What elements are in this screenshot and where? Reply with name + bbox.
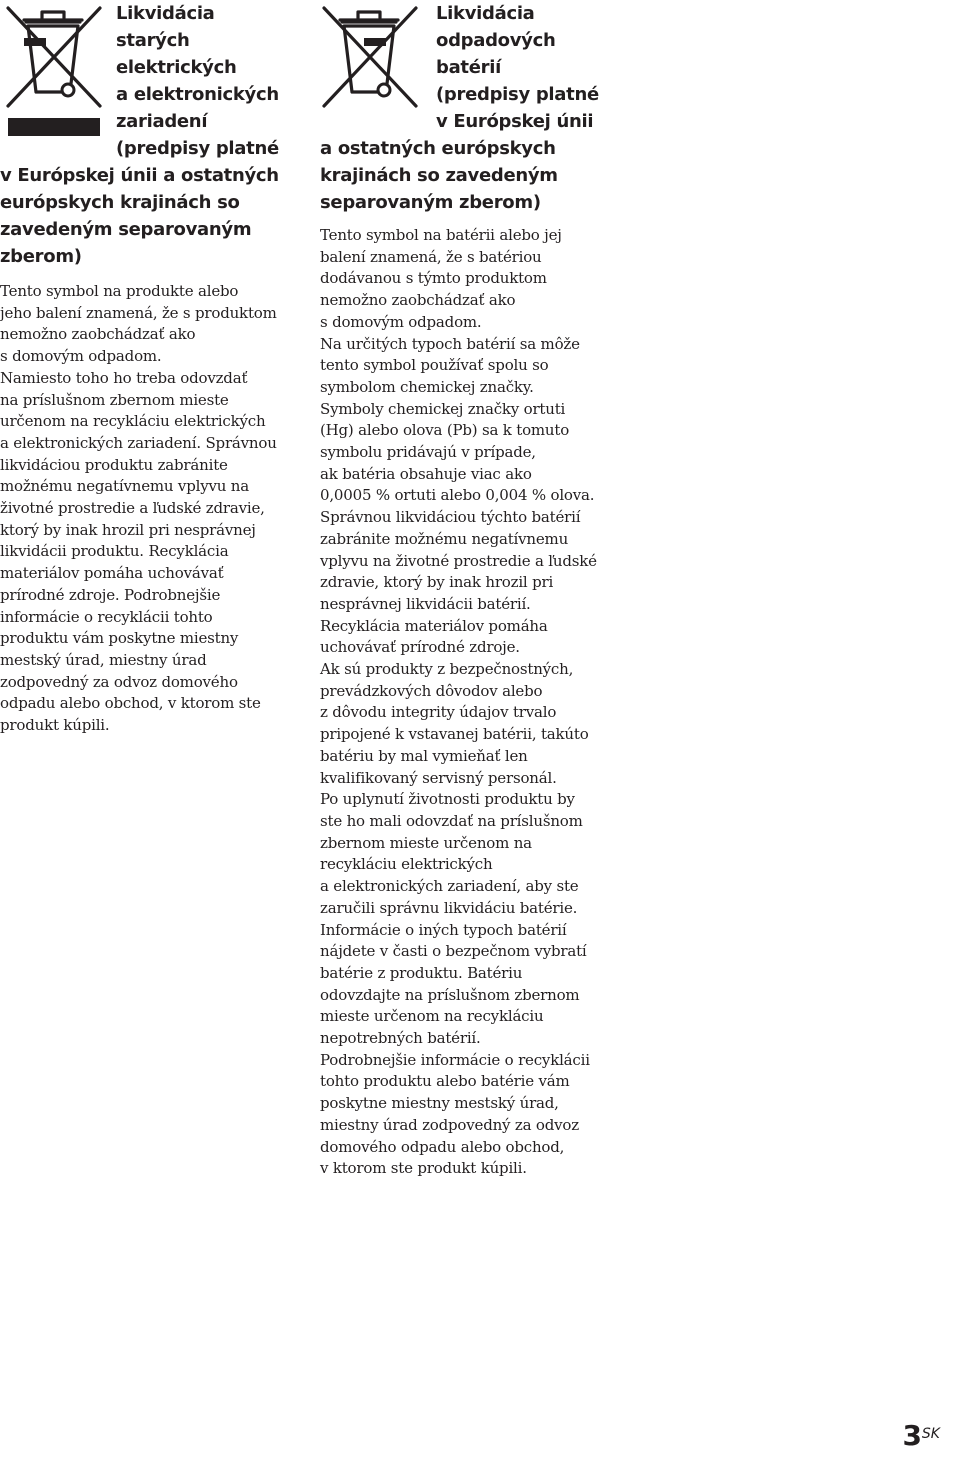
body-line: domového odpadu alebo obchod, bbox=[320, 1137, 565, 1156]
heading-line: v Európskej únii a ostatných bbox=[0, 165, 279, 186]
battery-symbol bbox=[320, 6, 420, 110]
body-line: z dôvodu integrity údajov trvalo bbox=[320, 703, 557, 722]
body-line: balení znamená, že s batériou bbox=[320, 247, 542, 266]
weee-symbol bbox=[4, 6, 104, 136]
body-line: odovzdajte na príslušnom zbernom bbox=[320, 985, 580, 1004]
heading-line: (predpisy platné bbox=[116, 138, 279, 159]
heading-line: starých bbox=[116, 30, 190, 51]
heading-line: a ostatných európskych bbox=[320, 138, 556, 159]
body-line: ak batéria obsahuje viac ako bbox=[320, 464, 532, 483]
body-line: zdravie, ktorý by inak hrozil pri bbox=[320, 573, 554, 592]
body-line: batériu by mal vymieňať len bbox=[320, 746, 528, 765]
body-line: ste ho mali odovzdať na príslušnom bbox=[320, 811, 583, 830]
body-line: nepotrebných batérií. bbox=[320, 1029, 481, 1048]
body-line: Informácie o iných typoch batérií bbox=[320, 920, 567, 939]
heading-line: separovaným zberom) bbox=[320, 192, 541, 213]
body-line: batérie z produktu. Batériu bbox=[320, 963, 523, 982]
body-line: miestny úrad zodpovedný za odvoz bbox=[320, 1115, 579, 1134]
body-line: životné prostredie a ľudské zdravie, bbox=[0, 499, 265, 518]
heading-line: batérií bbox=[436, 57, 501, 78]
heading-line: Likvidácia bbox=[436, 3, 535, 24]
heading-line: v Európskej únii bbox=[436, 111, 594, 132]
body-line: na príslušnom zbernom mieste bbox=[0, 390, 229, 409]
body-line: vplyvu na životné prostredie a ľudské bbox=[320, 551, 597, 570]
left-body-text bbox=[0, 281, 290, 737]
left-column bbox=[0, 0, 290, 737]
body-line: (Hg) alebo olova (Pb) sa k tomuto bbox=[320, 421, 570, 440]
body-line: mestský úrad, miestny úrad bbox=[0, 650, 207, 669]
body-line: určenom na recykláciu elektrických bbox=[0, 412, 266, 431]
body-line: 0,0005 % ortuti alebo 0,004 % olova. bbox=[320, 486, 595, 505]
body-line: nemožno zaobchádzať ako bbox=[0, 325, 196, 344]
body-line: a elektronických zariadení, aby ste bbox=[320, 877, 579, 896]
body-line: jeho balení znamená, že s produktom bbox=[0, 303, 277, 322]
heading-line: krajinách so zavedeným bbox=[320, 165, 558, 186]
body-line: Správnou likvidáciou týchto batérií bbox=[320, 508, 581, 527]
body-line: kvalifikovaný servisný personál. bbox=[320, 768, 557, 787]
body-line: prevádzkových dôvodov alebo bbox=[320, 681, 543, 700]
body-line: možnému negatívnemu vplyvu na bbox=[0, 477, 249, 496]
body-line: Na určitých typoch batérií sa môže bbox=[320, 334, 580, 353]
right-heading-block bbox=[320, 0, 620, 216]
right-column bbox=[320, 0, 620, 1180]
body-line: produktu vám poskytne miestny bbox=[0, 629, 239, 648]
heading-line: elektrických bbox=[116, 57, 237, 78]
body-line: zabránite možnému negatívnemu bbox=[320, 529, 569, 548]
body-line: tento symbol používať spolu so bbox=[320, 356, 549, 375]
right-body-text bbox=[320, 225, 620, 1180]
body-line: informácie o recyklácii tohto bbox=[0, 607, 213, 626]
page-language-code: SK bbox=[921, 1426, 940, 1442]
body-line: uchovávať prírodné zdroje. bbox=[320, 638, 520, 657]
body-line: likvidáciou produktu zabránite bbox=[0, 455, 228, 474]
body-line: dodávanou s týmto produktom bbox=[320, 269, 547, 288]
left-heading-block bbox=[0, 0, 290, 270]
body-line: symbolu pridávajú v prípade, bbox=[320, 443, 536, 462]
body-line: v ktorom ste produkt kúpili. bbox=[320, 1159, 527, 1178]
body-line: Symboly chemickej značky ortuti bbox=[320, 399, 566, 418]
page-number-value: 3 bbox=[902, 1419, 922, 1452]
page-number bbox=[902, 1419, 940, 1452]
body-line: mieste určenom na recykláciu bbox=[320, 1007, 544, 1026]
body-line: symbolom chemickej značky. bbox=[320, 377, 534, 396]
heading-line: zberom) bbox=[0, 246, 82, 267]
body-line: produkt kúpili. bbox=[0, 716, 110, 735]
body-line: Namiesto toho ho treba odovzdať bbox=[0, 368, 248, 387]
heading-line: Likvidácia bbox=[116, 3, 215, 24]
body-line: Po uplynutí životnosti produktu by bbox=[320, 790, 575, 809]
body-line: ktorý by inak hrozil pri nesprávnej bbox=[0, 520, 256, 539]
separate-collection-bar bbox=[8, 118, 100, 136]
body-line: zbernom mieste určenom na bbox=[320, 833, 532, 852]
body-line: Tento symbol na produkte alebo bbox=[0, 282, 239, 300]
body-line: Recyklácia materiálov pomáha bbox=[320, 616, 548, 635]
crossed-out-wheeled-bin-icon bbox=[4, 6, 104, 110]
body-line: nemožno zaobchádzať ako bbox=[320, 291, 516, 310]
heading-line: zavedeným separovaným bbox=[0, 219, 252, 240]
body-line: prírodné zdroje. Podrobnejšie bbox=[0, 585, 221, 604]
heading-line: odpadových bbox=[436, 30, 556, 51]
crossed-out-wheeled-bin-icon bbox=[320, 6, 420, 110]
body-line: s domovým odpadom. bbox=[320, 312, 482, 331]
body-line: poskytne miestny mestský úrad, bbox=[320, 1094, 559, 1113]
body-line: recykláciu elektrických bbox=[320, 855, 493, 874]
body-line: Tento symbol na batérii alebo jej bbox=[320, 226, 562, 244]
body-line: s domovým odpadom. bbox=[0, 347, 162, 366]
heading-line: zariadení bbox=[116, 111, 208, 132]
body-line: zaručili správnu likvidáciu batérie. bbox=[320, 898, 578, 917]
body-line: tohto produktu alebo batérie vám bbox=[320, 1072, 570, 1091]
body-line: Ak sú produkty z bezpečnostných, bbox=[320, 660, 574, 679]
heading-line: európskych krajinách so bbox=[0, 192, 240, 213]
body-line: odpadu alebo obchod, v ktorom ste bbox=[0, 694, 261, 713]
body-line: pripojené k vstavanej batérii, takúto bbox=[320, 725, 589, 744]
body-line: Podrobnejšie informácie o recyklácii bbox=[320, 1050, 590, 1069]
heading-line: (predpisy platné bbox=[436, 84, 599, 105]
body-line: nájdete v časti o bezpečnom vybratí bbox=[320, 942, 587, 961]
body-line: likvidácii produktu. Recyklácia bbox=[0, 542, 229, 561]
body-line: zodpovedný za odvoz domového bbox=[0, 672, 238, 691]
body-line: a elektronických zariadení. Správnou bbox=[0, 433, 277, 452]
heading-line: a elektronických bbox=[116, 84, 279, 105]
body-line: nesprávnej likvidácii batérií. bbox=[320, 594, 531, 613]
body-line: materiálov pomáha uchovávať bbox=[0, 564, 224, 583]
